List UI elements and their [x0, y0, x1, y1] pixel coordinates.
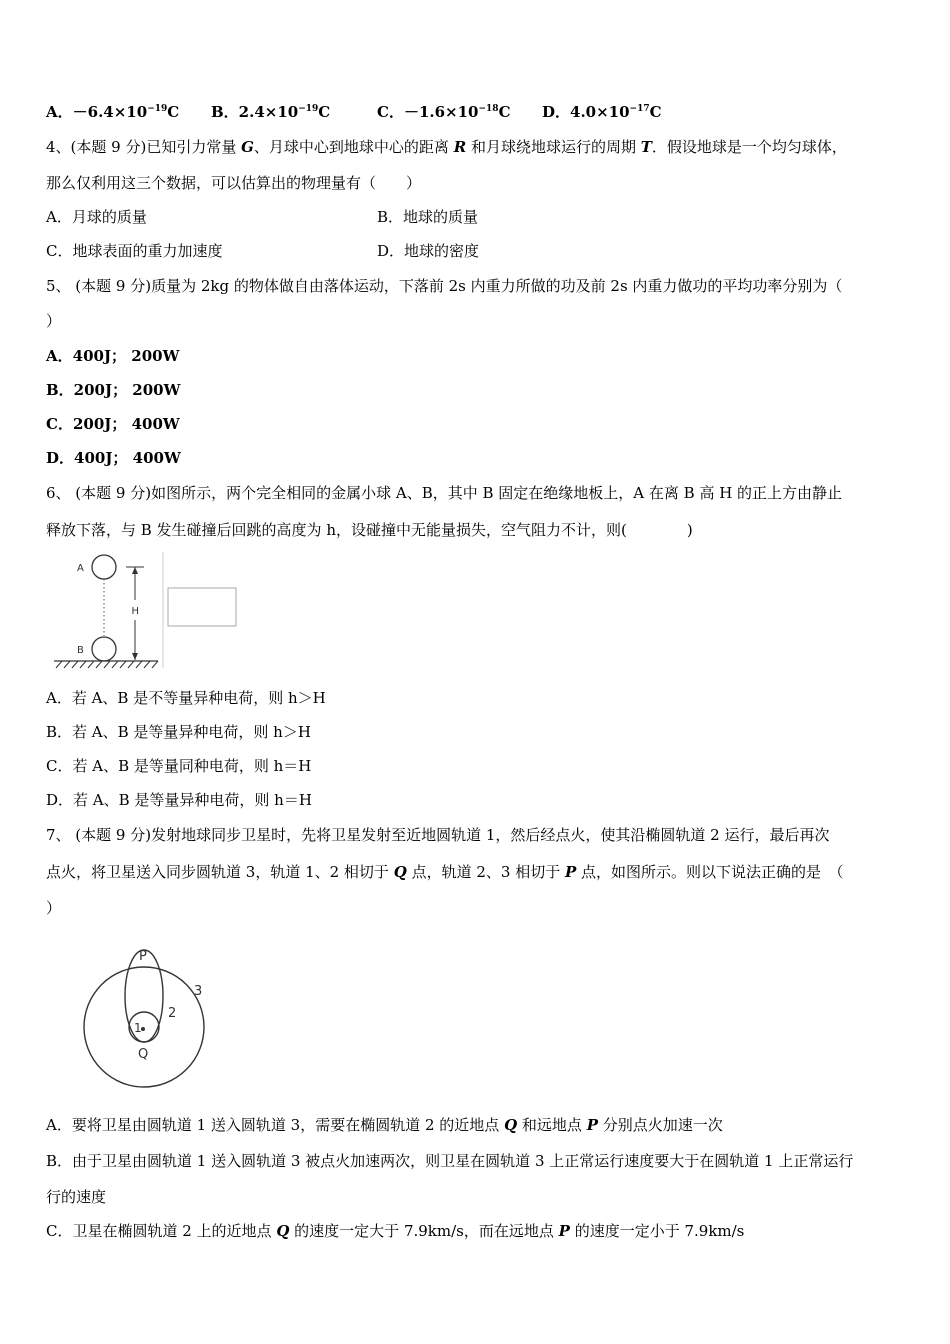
q7-stem-line1: 7、 (本题 9 分)发射地球同步卫星时，先将卫星发射至近地圆轨道 1，然后经点火，使其沿椭圆轨道 2 运行，最后再次: [46, 826, 830, 844]
q4-stem-line2: 那么仅利用这三个数据，可以估算出的物理量有（ ）: [46, 174, 422, 192]
figure-placeholder-box: [168, 588, 236, 626]
q6-option-c: C．若 A、B 是等量同种电荷，则 h＝H: [46, 757, 312, 775]
label-h: H: [131, 606, 140, 617]
label-orbit-3: 3: [194, 984, 203, 999]
label-orbit-1: 1: [134, 1021, 142, 1035]
q4-stem-line1: 4、(本题 9 分)已知引力常量 G、月球中心到地球中心的距离 R 和月球绕地球运行的周期 T．假设地球是一个均匀球体，: [46, 138, 847, 156]
q5-option-c: C．200J； 400W: [46, 415, 180, 433]
q5-option-b: B．200J； 200W: [46, 381, 181, 399]
q7-option-b-line1: B．由于卫星由圆轨道 1 送入圆轨道 3 被点火加速两次，则卫星在圆轨道 3 上正常运行速度要大于在圆轨道 1 上正常运行: [46, 1152, 854, 1170]
ground-hatch: [56, 661, 158, 668]
height-arrow-bottom: [132, 653, 138, 660]
q6-option-d: D．若 A、B 是等量异种电荷，则 h＝H: [46, 791, 312, 809]
label-a: A: [77, 563, 84, 574]
q5-option-a: A．400J； 200W: [46, 347, 180, 365]
q4-option-d: D．地球的密度: [377, 242, 480, 260]
label-p: P: [139, 949, 147, 964]
ball-b: [92, 637, 116, 661]
q7-orbit-figure: [80, 940, 220, 1095]
q6-stem-line1: 6、 (本题 9 分)如图所示，两个完全相同的金属小球 A、B，其中 B 固定在绝缘地板上，A 在离 B 高 H 的正上方由静止: [46, 484, 843, 502]
q5-stem-line1: 5、 (本题 9 分)质量为 2kg 的物体做自由落体运动，下落前 2s 内重力所做的功及前 2s 内重力做功的平均功率分别为（: [46, 277, 843, 295]
q6-stem-line2: 释放下落，与 B 发生碰撞后回跳的高度为 h，设碰撞中无能量损失，空气阻力不计，则( ): [46, 521, 693, 539]
label-q: Q: [138, 1047, 149, 1062]
q7-stem-line2: 点火，将卫星送入同步圆轨道 3，轨道 1、2 相切于 Q 点，轨道 2、3 相切于 P 点，如图所示。则以下说法正确的是 （: [46, 863, 844, 881]
q7-stem-line3: ）: [46, 899, 62, 917]
q4-option-b: B．地球的质量: [377, 208, 479, 226]
q5-stem-line2: ）: [46, 312, 62, 330]
q3-option-a: A．$-6.4\times 10^{-19}C$: [46, 103, 180, 121]
ball-a: [92, 555, 116, 579]
label-b: B: [77, 645, 84, 656]
q5-option-d: D．400J； 400W: [46, 449, 181, 467]
q6-option-a: A．若 A、B 是不等量异种电荷，则 h＞H: [46, 689, 326, 707]
orbit-3: [84, 967, 204, 1087]
label-orbit-2: 2: [168, 1006, 177, 1021]
q3-option-b: B．$2.4\times 10^{-19}C$: [211, 103, 331, 121]
q7-option-c: C．卫星在椭圆轨道 2 上的近地点 Q 的速度一定大于 7.9km/s，而在远地点 P 的速度一定小于 7.9km/s: [46, 1222, 745, 1240]
q7-option-b-line2: 行的速度: [46, 1188, 107, 1206]
q6-option-b: B．若 A、B 是等量异种电荷，则 h＞H: [46, 723, 311, 741]
height-arrow-top: [132, 567, 138, 574]
q3-option-d: D．$4.0\times 10^{-17}C$: [542, 103, 662, 121]
q7-option-a: A．要将卫星由圆轨道 1 送入圆轨道 3，需要在椭圆轨道 2 的近地点 Q 和远地点 P 分别点火加速一次: [46, 1116, 723, 1134]
q6-figure: [46, 550, 246, 672]
q4-option-c: C．地球表面的重力加速度: [46, 242, 223, 260]
q3-option-c: C．$-1.6\times 10^{-18}C$: [377, 103, 511, 121]
q4-option-a: A．月球的质量: [46, 208, 147, 226]
